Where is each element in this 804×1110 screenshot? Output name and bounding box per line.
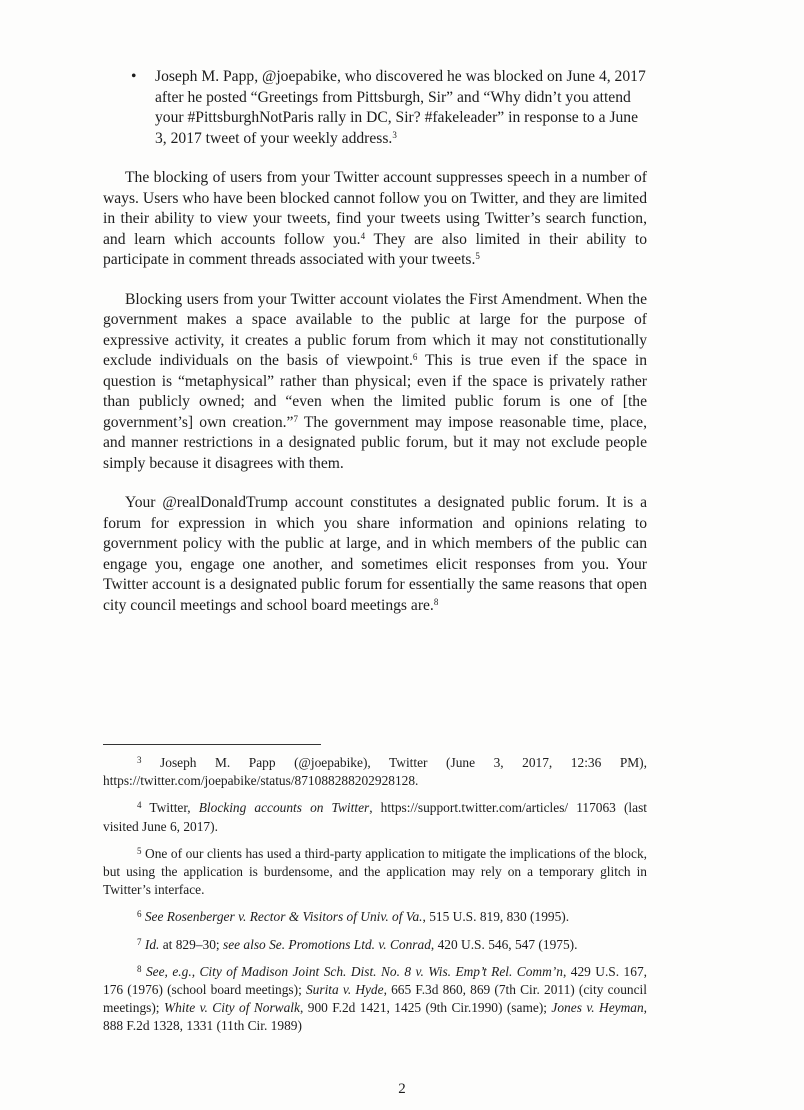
paragraph-text: The blocking of users from your Twitter account suppresses speech in a number of ways. Users who have been blocked cannot follow you on Twitter, and they are limited in their ability to view your tweets, find your tweets using Twitter’s search function, and learn which accounts follow you. — [103, 169, 647, 248]
footnote-ref-3[interactable]: 3 — [392, 129, 397, 140]
footnote-text: at 829–30; — [159, 936, 223, 952]
citation-title: Jones v. Heyman — [551, 1000, 644, 1016]
paragraph-designated-public-forum — [103, 493, 647, 616]
citation-title: see also Se. Promotions Ltd. v. Conrad — [222, 936, 431, 952]
paragraph-blocking-suppresses-speech — [103, 168, 647, 271]
footnote-ref-7[interactable]: 7 — [293, 413, 298, 424]
footnote-text: , 420 U.S. 546, 547 (1975). — [430, 936, 578, 952]
citation-title: Surita v. Hyde — [305, 982, 384, 998]
paragraph-text: This is true even if the space in question is “metaphysical” rather than physical; even if the space is privately rather than publicly owned; and “even when the limited public forum is one of [the government’s] own creation.” — [103, 352, 647, 431]
citation-title: Id. — [144, 936, 160, 952]
paragraph-text: They are also limited in their ability to participate in comment threads associated with your tweets. — [103, 230, 647, 268]
footnote-7 — [103, 936, 647, 954]
footnote-ref-8[interactable]: 8 — [433, 596, 439, 607]
paragraph-text: Blocking users from your Twitter account violates the First Amendment. When the government makes a space available to the public at large for the purpose of expressive activity, it creates a public forum from which it may not constitutionally exclude individuals on the basis of viewpoint. — [103, 290, 647, 369]
footnote-5 — [103, 845, 647, 900]
footnote-text: , 429 U.S. 167, 176 (1976) (school board meetings); — [103, 963, 647, 998]
page-number: 2 — [398, 1081, 406, 1097]
footnote-3 — [103, 754, 647, 790]
footnote-number: 5 — [137, 845, 142, 856]
bullet-symbol: • — [131, 68, 137, 85]
footnote-separator — [103, 744, 321, 745]
citation-title: See, e.g., City of Madison Joint Sch. Dist. No. 8 v. Wis. Emp’t Rel. Comm’n — [145, 963, 563, 979]
footnote-ref-4[interactable]: 4 — [360, 230, 366, 241]
paragraph-text: Your @realDonaldTrump account constitutes a designated public forum. It is a forum for expression in which you share information and opinions relating to government policy with the public at large, and in which members of the public can engage you, engage one another, and sometimes elicit responses from you. Your Twitter account is a designated public forum for essentially the same reasons that open city council meetings and school board meetings are. — [103, 494, 647, 614]
footnote-number: 8 — [137, 963, 142, 974]
bullet-item — [103, 67, 647, 149]
footnote-text: Joseph M. Papp (@joepabike), Twitter (June 3, 2017, 12:36 PM), https://twitter.com/joepabike/status/871088288202928128. — [103, 755, 647, 789]
bullet-text: Joseph M. Papp, @joepabike, who discovered he was blocked on June 4, 2017 after he posted “Greetings from Pittsburgh, Sir” and “Why didn’t you attend your #PittsburghNotParis rally in DC, Sir? #fakeleader” in response to a June 3, 2017 tweet of your weekly address. — [155, 68, 646, 147]
footnote-8 — [103, 963, 647, 1036]
footnote-text: , 665 F.3d 860, 869 (7th Cir. 2011) (city council meetings); — [103, 982, 647, 1016]
paragraph-first-amendment — [103, 290, 647, 475]
footnote-number: 4 — [137, 800, 142, 811]
body-text — [103, 67, 647, 616]
footnote-text: , 900 F.2d 1421, 1425 (9th Cir.1990) (same); — [299, 1000, 552, 1016]
footnote-4 — [103, 799, 647, 835]
footnote-text: , https://support.twitter.com/articles/ 117063 (last visited June 6, 2017). — [103, 800, 648, 834]
citation-title: See Rosenberger v. Rector & Visitors of Univ. of Va. — [144, 909, 423, 925]
footnote-number: 3 — [137, 755, 142, 765]
citation-title: White v. City of Norwalk — [163, 1000, 300, 1016]
footnote-text: , 888 F.2d 1328, 1331 (11th Cir. 1989) — [103, 1000, 648, 1034]
footnote-number: 6 — [137, 909, 142, 920]
footnote-text: Twitter, — [149, 800, 199, 816]
footnotes — [103, 754, 647, 1045]
footnote-6 — [103, 908, 647, 926]
footnote-text: One of our clients has used a third-party application to mitigate the implications of the block, but using the application is burdensome, and the application may rely on a temporary glitch in Twitter’s interface. — [103, 845, 647, 898]
footnote-ref-5[interactable]: 5 — [475, 251, 480, 261]
citation-title: Blocking accounts on Twitter — [198, 800, 370, 816]
footnote-number: 7 — [137, 936, 142, 947]
footnote-ref-6[interactable]: 6 — [412, 352, 418, 362]
paragraph-text: The government may impose reasonable time, place, and manner restrictions in a designated public forum, but it may not exclude people simply because it disagrees with them. — [103, 413, 647, 472]
footnote-text: , 515 U.S. 819, 830 (1995). — [422, 909, 570, 925]
